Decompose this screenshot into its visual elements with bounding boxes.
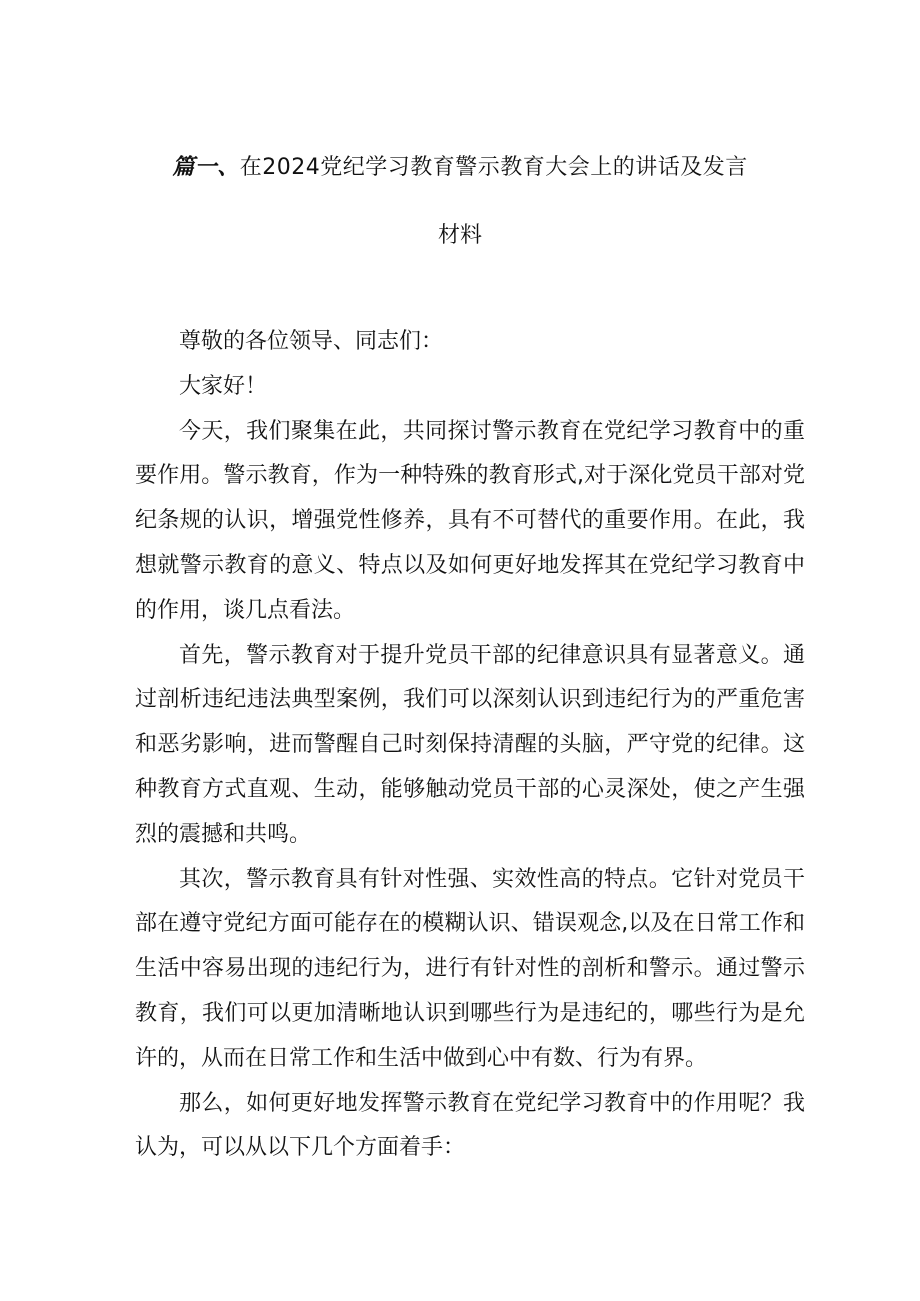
paragraph-intro: 今天，我们聚集在此，共同探讨警示教育在党纪学习教育中的重要作用。警示教育，作为一种特殊的教育形式,对于深化党员干部对党纪条规的认识，增强党性修养，具有不可替代的重要作用。在此，我想就警示教育的意义、特点以及如何更好地发挥其在党纪学习教育中的作用，谈几点看法。 (135, 418, 805, 623)
title-line1: 在2024党纪学习教育警示教育大会上的讲话及发言 (239, 155, 748, 180)
salutation: 尊敬的各位领导、同志们： (179, 329, 444, 354)
document-body (135, 320, 805, 1171)
paragraph-question: 那么，如何更好地发挥警示教育在党纪学习教育中的作用呢？我认为，可以从以下几个方面着手： (135, 1090, 805, 1161)
title-prefix: 篇一、 (172, 154, 240, 180)
document-title-continuation: 材料 (437, 223, 482, 248)
paragraph-second-point: 其次，警示教育具有针对性强、实效性高的特点。它针对党员干部在遵守党纪方面可能存在的模糊认识、错误观念,以及在日常工作和生活中容易出现的违纪行为，进行有针对性的剖析和警示。通过警示教育，我们可以更加清晰地认识到哪些行为是违纪的，哪些行为是允许的，从而在日常工作和生活中做到心中有数、行为有界。 (135, 866, 805, 1071)
document-title (0, 152, 920, 183)
paragraph-first-point: 首先，警示教育对于提升党员干部的纪律意识具有显著意义。通过剖析违纪违法典型案例，我们可以深刻认识到违纪行为的严重危害和恶劣影响，进而警醒自己时刻保持清醒的头脑，严守党的纪律。这种教育方式直观、生动，能够触动党员干部的心灵深处，使之产生强烈的震撼和共鸣。 (135, 642, 805, 847)
greeting: 大家好！ (179, 373, 268, 399)
